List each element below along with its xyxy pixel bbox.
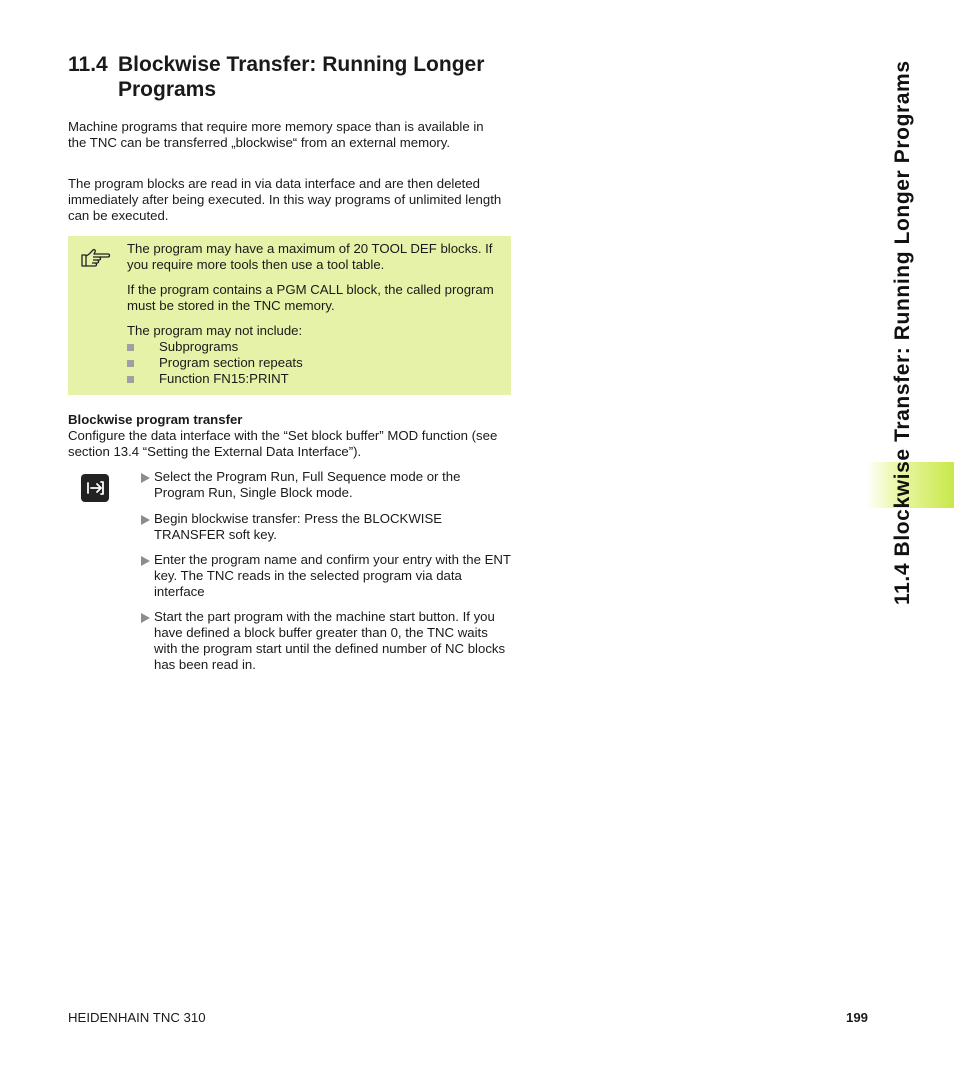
list-item: Function FN15:PRINT	[127, 371, 303, 387]
bullet-square-icon	[127, 360, 134, 367]
note-paragraph-2: If the program contains a PGM CALL block, the called program must be stored in the TNC memory.	[127, 282, 494, 313]
section-title-continuation: Programs	[118, 78, 217, 101]
note-box	[68, 236, 511, 395]
subheading-blockwise-transfer: Blockwise program transfer	[68, 412, 243, 427]
program-run-key-icon	[81, 474, 109, 502]
step-3	[141, 552, 511, 600]
step-arrow-icon	[141, 613, 150, 623]
note-paragraph-3: The program may not include:	[127, 323, 303, 338]
list-item: Program section repeats	[127, 355, 303, 371]
step-text: Begin blockwise transfer: Press the BLOCKWISE TRANSFER soft key.	[154, 511, 443, 542]
step-text: Enter the program name and confirm your entry with the ENT key. The TNC reads in the selected program via data interface	[154, 552, 511, 599]
step-arrow-icon	[141, 556, 150, 566]
step-4	[141, 609, 511, 673]
section-title: Blockwise Transfer: Running Longer	[118, 53, 485, 76]
note-paragraph-1: The program may have a maximum of 20 TOOL DEF blocks. If you require more tools then use a tool table.	[127, 241, 493, 272]
step-arrow-icon	[141, 515, 150, 525]
step-1	[141, 469, 511, 501]
step-text: Select the Program Run, Full Sequence mode or the Program Run, Single Block mode.	[154, 469, 461, 500]
step-arrow-icon	[141, 473, 150, 483]
transfer-intro: Configure the data interface with the “Set block buffer” MOD function (see section 13.4 “Setting the External Data Interface”).	[68, 428, 498, 459]
step-2	[141, 511, 511, 543]
intro-paragraph-2: The program blocks are read in via data interface and are then deleted immediately after being executed. In this way programs of unlimited length can be executed.	[68, 176, 502, 223]
list-item: Subprograms	[127, 339, 303, 355]
section-number: 11.4	[68, 53, 108, 76]
note-list	[127, 339, 303, 387]
page-number: 199	[846, 1010, 869, 1025]
pointing-hand-icon	[81, 246, 111, 268]
bullet-square-icon	[127, 376, 134, 383]
step-text: Start the part program with the machine start button. If you have defined a block buffer greater than 0, the TNC waits with the program start until the defined number of NC blocks has been read in.	[154, 609, 506, 672]
intro-paragraph-1: Machine programs that require more memory space than is available in the TNC can be transferred „blockwise“ from an external memory.	[68, 119, 484, 150]
bullet-square-icon	[127, 344, 134, 351]
footer-product: HEIDENHAIN TNC 310	[68, 1010, 206, 1025]
page-title	[68, 52, 513, 102]
